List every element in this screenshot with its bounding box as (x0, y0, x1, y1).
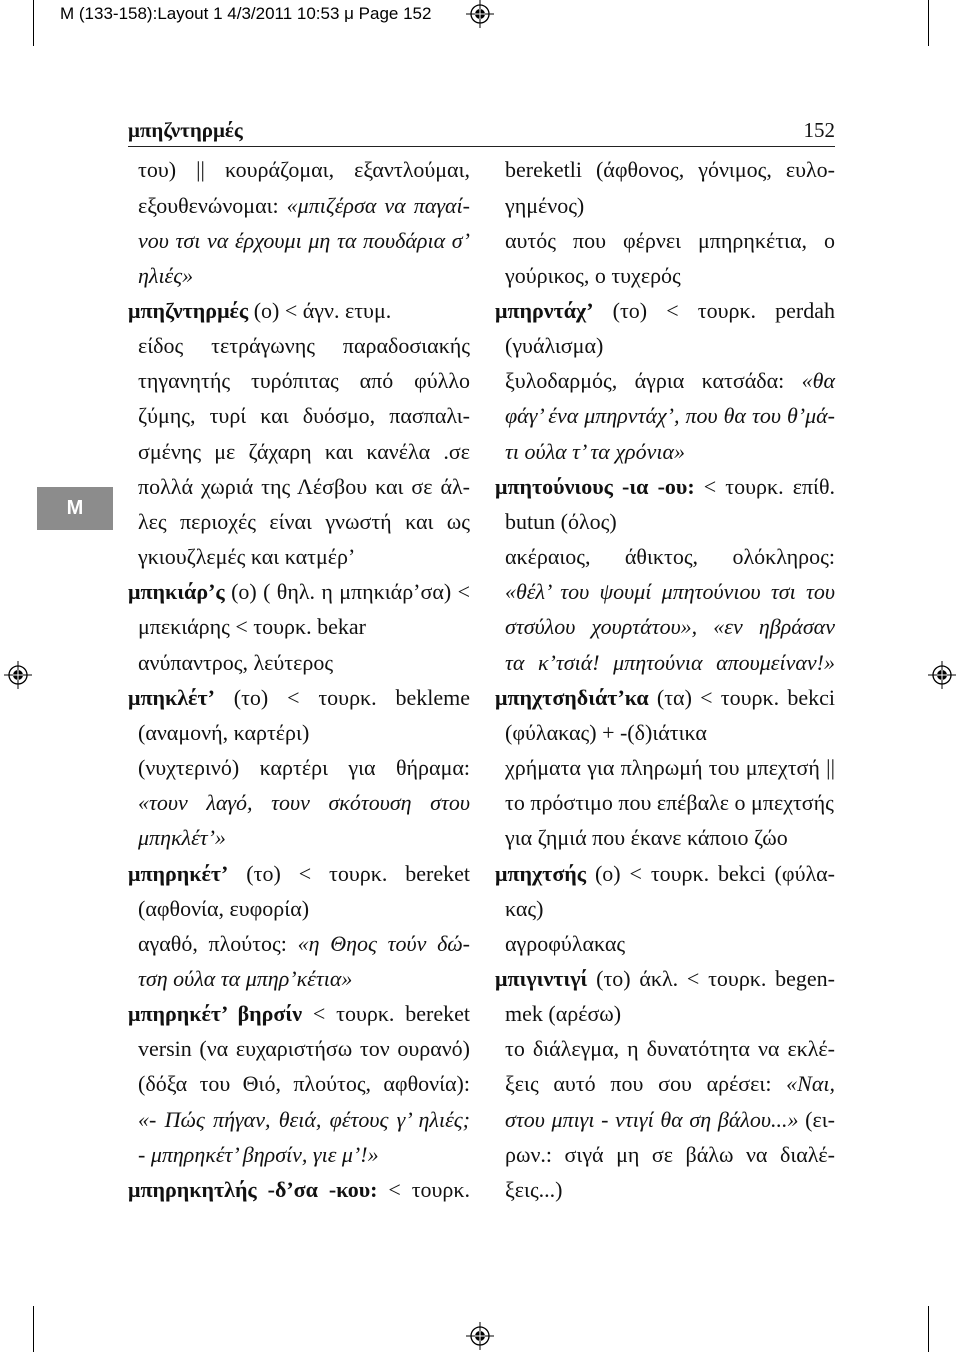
registration-mark-icon (927, 660, 957, 690)
entry-text: (ει- (798, 1106, 835, 1132)
entry-line (128, 961, 470, 996)
entry-text: mek (αρέσω) (505, 1001, 622, 1027)
entry-text: (αφθονία, ευφορία) (138, 895, 310, 921)
headword: μπηρηκέτ’ (128, 860, 229, 886)
headword: μπηκλέτ’ (128, 684, 215, 710)
entry-line (128, 820, 470, 855)
entry-text: χρήματα για πληρωμή του μπεχτσή || (505, 755, 835, 781)
side-tab (37, 487, 113, 530)
entry-text: ρων.: σιγά μη σε βάλω να διαλέ- (505, 1141, 835, 1167)
entry-line (128, 891, 470, 926)
entry-start-line (495, 469, 835, 504)
entry-text: κας) (505, 895, 544, 921)
entry-text: (ο) < άγν. ετυμ. (248, 298, 392, 324)
example-quote: νου τσι να έρχουμι μη τα πουδάρια σ’ (138, 227, 470, 253)
entry-text: versin (να ευχαριστήσω τον ουρανό) (138, 1036, 470, 1062)
entry-text: μπεκιάρης < τουρκ. bekar (138, 614, 366, 640)
entry-start-line (495, 961, 835, 996)
example-quote: ηλιές» (138, 262, 194, 288)
crop-mark (928, 1306, 929, 1352)
entry-text: ξεις αυτό που σου αρέσει: (505, 1071, 787, 1097)
entry-line (128, 258, 470, 293)
entry-start-line (495, 293, 835, 328)
entry-text: (φύλακας) + -(δ)ιάτικα (505, 719, 707, 745)
crop-mark (33, 1306, 34, 1352)
entry-line (128, 1137, 470, 1172)
entry-line (495, 188, 835, 223)
entry-line (128, 539, 470, 574)
entry-text: (νυχτερινό) καρτέρι για θήραμα: (138, 755, 470, 781)
entry-text: τηγανητής τυρόπιτας από φύλλο (138, 368, 470, 394)
side-tab-letter: M (66, 497, 84, 519)
entry-line (128, 328, 470, 363)
entry-line (495, 1137, 835, 1172)
entry-line (128, 750, 470, 785)
entry-text: ζύμης, τυρί και δυόσμο, πασπαλι- (138, 403, 470, 429)
entry-text: σμένης με ζάχαρη και κανέλα .σε (138, 438, 470, 464)
entry-text: πολλά χωριά της Λέσβου και σε άλ- (138, 473, 470, 499)
headword: μπηρντάχ’ (495, 298, 594, 324)
entry-line (128, 223, 470, 258)
entry-line (495, 1031, 835, 1066)
headword: μπηχτσηδιάτ’κα (495, 684, 649, 710)
entry-line (128, 715, 470, 750)
registration-mark-icon (3, 660, 33, 690)
entry-start-line (128, 680, 470, 715)
entry-text: (αναμονή, καρτέρι) (138, 719, 310, 745)
example-quote: στσύλου χουρτάτου», «εν ηβράσαν (505, 614, 835, 640)
entry-text: (τα) < τουρκ. bekci (648, 684, 835, 710)
entry-text: γημένος) (505, 192, 585, 218)
example-quote: «Ναι, (786, 1071, 835, 1097)
entry-line (495, 574, 835, 609)
entry-text: (γυάλισμα) (505, 333, 604, 359)
page-number: 152 (803, 118, 835, 142)
running-head: μπηζντηρμές (128, 118, 243, 142)
entry-line (128, 469, 470, 504)
example-quote: τση ούλα τα μπηρ’κέτια» (138, 965, 353, 991)
entry-line (495, 152, 835, 187)
entry-text: < τουρκ. επίθ. (694, 473, 835, 499)
entry-line (128, 363, 470, 398)
entry-start-line (495, 680, 835, 715)
entry-text: γκιουζλεμές και κατμέρ’ (138, 544, 356, 570)
entry-text: αγαθό, πλούτος: (138, 930, 298, 956)
entry-text: < τουρκ. (377, 1176, 470, 1202)
entry-start-line (495, 856, 835, 891)
entry-line (495, 785, 835, 820)
entry-text: (το) < τουρκ. bereket (228, 860, 470, 886)
entry-text: (ο) < τουρκ. bekci (φύλα- (586, 860, 835, 886)
crop-mark (33, 0, 34, 46)
entry-text: (το) άκλ. < τουρκ. begen- (587, 965, 835, 991)
entry-line (495, 1102, 835, 1137)
entry-text: το πρόστιμο που επέβαλε ο μπεχτσής (505, 790, 834, 816)
entry-text: (δόξα του Θιό, πλούτος, αφθονία): (138, 1071, 470, 1097)
entry-line (128, 785, 470, 820)
entry-text: γούρικος, ο τυχερός (505, 262, 681, 288)
entry-line (128, 926, 470, 961)
entry-line (128, 1066, 470, 1101)
headword: μπιγιντιγί (495, 965, 588, 991)
headword: μπηκιάρ’ς (128, 579, 225, 605)
entry-line (495, 1172, 835, 1207)
registration-mark-icon (465, 1321, 495, 1351)
example-quote: «τουν λαγό, τουν σκότουση στου (138, 790, 470, 816)
headword: μπηρηκητλής -δ’σα -κου: (128, 1176, 378, 1202)
example-quote: φάγ’ ένα μπηρντάχ’, που θα του θ’μά- (505, 403, 835, 429)
entry-text: < τουρκ. bereket (302, 1001, 470, 1027)
entry-text: είδος τετράγωνης παραδοσιακής (138, 333, 470, 359)
entry-line (495, 328, 835, 363)
registration-mark-icon (465, 0, 495, 29)
entry-line (128, 645, 470, 680)
entry-line (495, 891, 835, 926)
entry-text: (ο) ( θηλ. η μπηκιάρ’σα) < (224, 579, 470, 605)
entry-line (495, 398, 835, 433)
entry-start-line (128, 574, 470, 609)
example-quote: «η Θηος τούν δώ- (297, 930, 470, 956)
headword: μπητούνιους -ια -ου: (495, 473, 695, 499)
left-column (128, 152, 470, 1207)
entry-line (495, 363, 835, 398)
entry-line (495, 645, 835, 680)
entry-line (495, 750, 835, 785)
entry-text: του) || κουράζομαι, εξαντλούμαι, (138, 157, 470, 183)
example-quote: - μπηρηκέτ’ βηρσίν, γιε μ’!» (138, 1141, 379, 1167)
entry-line (128, 1031, 470, 1066)
entry-line (495, 609, 835, 644)
entry-line (128, 1102, 470, 1137)
entry-line (495, 715, 835, 750)
crop-mark (928, 0, 929, 46)
entry-line (495, 223, 835, 258)
headword: μπηζντηρμές (128, 298, 249, 324)
entry-start-line (128, 996, 470, 1031)
headword: μπηχτσής (495, 860, 587, 886)
entry-start-line (128, 1172, 470, 1207)
entry-text: ξυλοδαρμός, άγρια κατσάδα: (505, 368, 802, 394)
entry-line (128, 609, 470, 644)
entry-text: (το) < τουρκ. perdah (593, 298, 835, 324)
entry-line (495, 434, 835, 469)
entry-text: bereketli (άφθονος, γόνιμος, ευλο- (505, 157, 835, 183)
entry-text: ακέραιος, άθικτος, ολόκληρος: (505, 544, 835, 570)
entry-text: για ζημιά που έκανε κάποιο ζώο (505, 825, 788, 851)
entry-line (495, 996, 835, 1031)
entry-line (128, 188, 470, 223)
entry-line (495, 926, 835, 961)
entry-line (495, 1066, 835, 1101)
example-quote: μπηκλέτ’» (138, 825, 226, 851)
entry-text: λες περιοχές είναι γνωστή και ως (138, 508, 470, 534)
entry-text: butun (όλος) (505, 508, 617, 534)
entry-line (128, 434, 470, 469)
entry-line (495, 504, 835, 539)
entry-text: αυτός που φέρνει μπηρηκέτια, ο (505, 227, 835, 253)
example-quote: «μπιζέρσα να παγαί- (286, 192, 470, 218)
example-quote: τι ούλα τ’ τα χρόνια» (505, 438, 686, 464)
entry-line (128, 504, 470, 539)
print-slug: M (133-158):Layout 1 4/3/2011 10:53 μ Page 152 (60, 4, 432, 23)
entry-text: εξουθενώνομαι: (138, 192, 287, 218)
entry-start-line (128, 293, 470, 328)
entry-line (128, 152, 470, 187)
entry-line (495, 539, 835, 574)
example-quote: «θα (801, 368, 835, 394)
header-rule (128, 146, 835, 147)
entry-line (128, 398, 470, 433)
entry-text: (το) < τουρκ. bekleme (214, 684, 470, 710)
entry-line (495, 258, 835, 293)
example-quote: τα κ’τσιά! μπητούνια απουμείναν!» (505, 649, 835, 675)
entry-line (495, 820, 835, 855)
right-column (495, 152, 835, 1207)
entry-text: ξεις...) (505, 1176, 563, 1202)
entry-text: αγροφύλακας (505, 930, 626, 956)
headword: μπηρηκέτ’ βηρσίν (128, 1001, 303, 1027)
entry-text: το διάλεγμα, η δυνατότητα να εκλέ- (505, 1036, 835, 1062)
example-quote: «θέλ’ του ψουμί μπητούνιου τσι του (505, 579, 835, 605)
entry-start-line (128, 856, 470, 891)
example-quote: στου μπιγι - ντιγί θα ση βάλου...» (505, 1106, 799, 1132)
example-quote: «- Πώς πήγαν, θειά, φέτους γ’ ηλιές; (138, 1106, 470, 1132)
entry-text: ανύπαντρος, λεύτερος (138, 649, 334, 675)
